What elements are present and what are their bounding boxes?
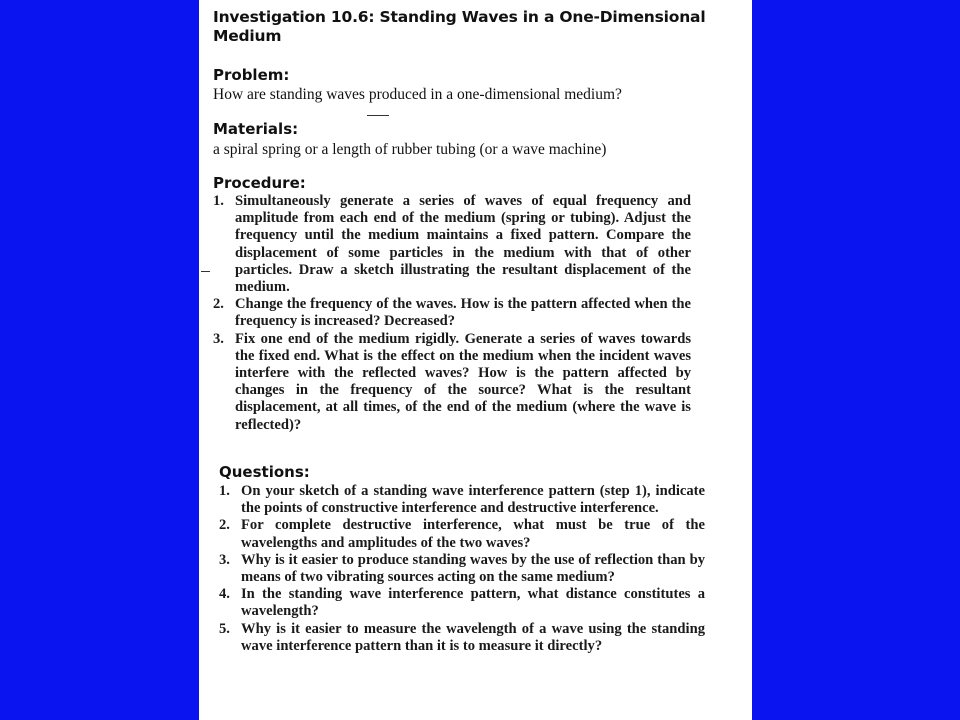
step-text: Fix one end of the medium rigidly. Generate a series of waves towards the fixed end. What is the effect on the medium when the incident waves interfere with the reflected waves? How is the pattern affected by changes in the frequency of the source? What is the resultant displacement, at all times, of the end of the medium (where the wave is reflected)? bbox=[235, 330, 691, 433]
problem-heading: Problem: bbox=[213, 66, 290, 84]
problem-text: How are standing waves produced in a one-dimensional medium? bbox=[213, 86, 622, 103]
step-number: 2. bbox=[213, 296, 224, 313]
questions-heading: Questions: bbox=[219, 463, 310, 481]
question-number: 1. bbox=[219, 483, 230, 499]
margin-mark bbox=[201, 271, 210, 272]
step-text: Simultaneously generate a series of waves of equal frequency and amplitude from each end of the medium (spring or tubing). Adjust the frequency until the medium maintains a fixed pattern. Compare the displacement of some particles in the medium with that of other particles. Draw a sketch illustrating the resultant displacement of the medium. bbox=[235, 193, 691, 296]
question-number: 5. bbox=[219, 620, 230, 637]
question-item bbox=[219, 552, 705, 586]
question-number: 3. bbox=[219, 551, 230, 568]
materials-heading: Materials: bbox=[213, 120, 299, 138]
question-text: Why is it easier to measure the wavelength of a wave using the standing wave interference pattern than it is to measure it directly? bbox=[241, 620, 705, 654]
stray-mark bbox=[367, 115, 389, 116]
step-number: 3. bbox=[213, 330, 224, 347]
question-text: In the standing wave interference pattern, what distance constitutes a wavelength? bbox=[241, 586, 705, 620]
procedure-step bbox=[213, 296, 691, 330]
procedure-step bbox=[213, 193, 691, 296]
step-text: Change the frequency of the waves. How is the pattern affected when the frequency is increased? Decreased? bbox=[235, 296, 691, 330]
procedure-step bbox=[213, 331, 691, 434]
questions-list bbox=[219, 483, 705, 655]
step-number: 1. bbox=[213, 193, 224, 209]
question-text: Why is it easier to produce standing waves by the use of reflection than by means of two vibrating sources acting on the same medium? bbox=[241, 551, 705, 586]
question-text: For complete destructive interference, what must be true of the wavelengths and amplitudes of the two waves? bbox=[241, 517, 705, 551]
document-page bbox=[199, 0, 752, 720]
question-item bbox=[219, 621, 705, 655]
question-item bbox=[219, 586, 705, 620]
question-text: On your sketch of a standing wave interference pattern (step 1), indicate the points of constructive interference and destructive interference. bbox=[241, 483, 705, 517]
question-item bbox=[219, 517, 705, 551]
procedure-list bbox=[213, 193, 691, 434]
page-title: Investigation 10.6: Standing Waves in a One-Dimensional Medium bbox=[213, 8, 706, 45]
question-item bbox=[219, 483, 705, 517]
materials-text: a spiral spring or a length of rubber tubing (or a wave machine) bbox=[213, 141, 607, 158]
question-number: 2. bbox=[219, 517, 230, 534]
procedure-heading: Procedure: bbox=[213, 174, 306, 192]
question-number: 4. bbox=[219, 586, 230, 603]
